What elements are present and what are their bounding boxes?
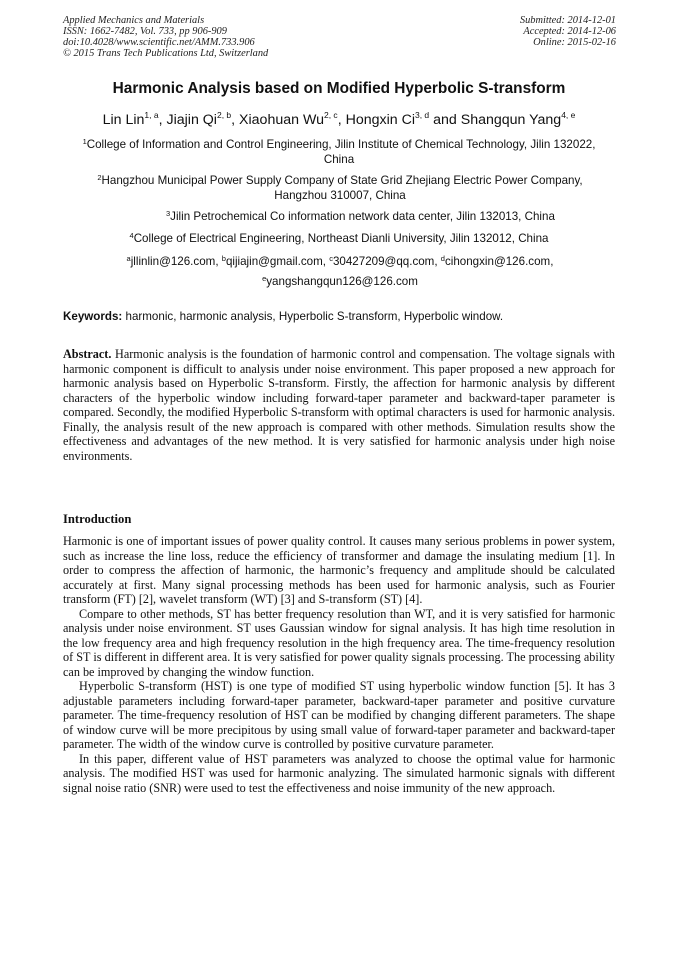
keywords-text: harmonic, harmonic analysis, Hyperbolic S-transform, Hyperbolic window. [125,310,504,323]
journal-copyright: © 2015 Trans Tech Publications Ltd, Switzerland [63,48,269,59]
dates-header [376,15,616,48]
abstract-label: Abstract. [63,347,112,361]
submitted-date: Submitted: 2014-12-01 [519,15,616,26]
author-separator: and [429,112,461,128]
author-name: Hongxin Ci [345,112,415,128]
email: $^a$jllinlin@126.com [126,254,216,268]
author-affiliation-mark: 2, b [216,110,232,120]
abstract [63,347,615,463]
affiliation-4: $^4$College of Electrical Engineering, Northeast Dianli University, Jilin 132012, China [129,231,549,245]
author-affiliation-mark: 2, c [323,110,338,120]
online-date: Online: 2015-02-16 [533,37,616,48]
author-name: Jiajin Qi [166,112,217,128]
paragraph: In this paper, different value of HST parameters was analyzed to choose the optimal value for harmonic analysis. The modified HST was used for harmonic analyzing. The simulated harmonic signals with different signal noise ratio (SNR) were used to test the effectiveness and noise immunity of the new approach. [63,751,615,795]
keywords-label: Keywords: [63,310,123,323]
journal-issn: ISSN: 1662-7482, Vol. 733, pp 906-909 [63,26,227,37]
author-affiliation-mark: 1, a [144,110,159,120]
journal-doi: doi:10.4028/www.scientific.net/AMM.733.906 [63,37,255,48]
paper-title: Harmonic Analysis based on Modified Hyperbolic S-transform [112,80,566,97]
author-list [40,112,638,128]
affiliation-2: $^2$Hangzhou Municipal Power Supply Company of State Grid Zhejiang Electric Power Company, Hangzhou 310007, China [97,173,583,202]
author-separator: , [337,112,346,128]
author-name: Shangqun Yang [460,112,562,128]
email: $^e$yangshangqun126@126.com [262,274,418,288]
abstract-text: Harmonic analysis is the foundation of harmonic control and compensation. The voltage signals with harmonic component is difficult to analysis under noise environment. This paper proposed a new approach for harmonic analysis based on Hyperbolic S-transform. Firstly, the affection for harmonic analysis by different characters of the hyperbolic window including forward-taper parameter and backward-taper parameter is compared. Secondly, the modified Hyperbolic S-transform with optimal characters is used for harmonic analysis. Finally, the analysis result of the new approach is compared with other methods. Simulation results show the effectiveness and advantages of the new method. It is very satisfied for harmonic analysis under high noise environments. [63,347,615,463]
email: $^c$30427209@qq.com [329,254,435,268]
author-affiliation-mark: 4, e [561,110,576,120]
paragraph: Harmonic is one of important issues of power quality control. It causes many serious problems in power system, such as increase the line loss, reduce the efficiency of transformer and damage the insulating medium [1]. In order to compress the affection of harmonic, the harmonic’s frequency and amplitude should be calculated accurately at first. Many signal processing methods has been used for harmonic analysis, such as Fourier transform (FT) [2], wavelet transform (WT) [3] and S-transform (ST) [4]. [63,534,615,606]
journal-header [63,15,393,59]
affiliation-3: $^3$Jilin Petrochemical Co information network data center, Jilin 132013, China [166,209,555,223]
author-separator: , [231,112,240,128]
accepted-date: Accepted: 2014-12-06 [523,26,616,37]
author-emails: $^a$jllinlin@126.com, $^b$qijiajin@gmail.com, $^c$30427209@qq.com, $^d$cihongxin@126.com, $^e$yangshangqun126@126.com [126,254,554,288]
author-name: Xiaohuan Wu [239,112,324,128]
introduction-body [63,534,615,795]
author-affiliation-mark: 3, d [414,110,430,120]
paragraph: Compare to other methods, ST has better frequency resolution than WT, and it is very satisfied for harmonic analysis under noise environment. ST uses Gaussian window for signal analysis. It has high time resolution in the low frequency area and high frequency resolution in the high frequency area. The time-frequency resolution of ST is different in different area. It is very satisfied for power quality signals processing. The processing ability can be improved by changing the window function. [63,606,615,679]
email: $^d$cihongxin@126.com [440,254,551,268]
author-separator: , [158,112,167,128]
email: $^b$qijiajin@gmail.com [221,254,323,268]
affiliation-1: $^1$College of Information and Control Engineering, Jilin Institute of Chemical Technology, Jilin 132022, China [82,137,596,166]
journal-name: Applied Mechanics and Materials [63,15,205,26]
paragraph: Hyperbolic S-transform (HST) is one type of modified ST using hyperbolic window function [5]. It has 3 adjustable parameters including forward-taper parameter, backward-taper parameter and positive curvature parameter. The time-frequency resolution of HST can be modified by changing different parameters. The shape of window curve will be more precipitous by using small value of forward-taper parameter and backward-taper parameter. The width of the window curve is controlled by positive curvature parameter. [63,679,615,751]
section-heading-introduction: Introduction [63,512,132,526]
author-name: Lin Lin [102,112,145,128]
keywords [63,310,623,323]
